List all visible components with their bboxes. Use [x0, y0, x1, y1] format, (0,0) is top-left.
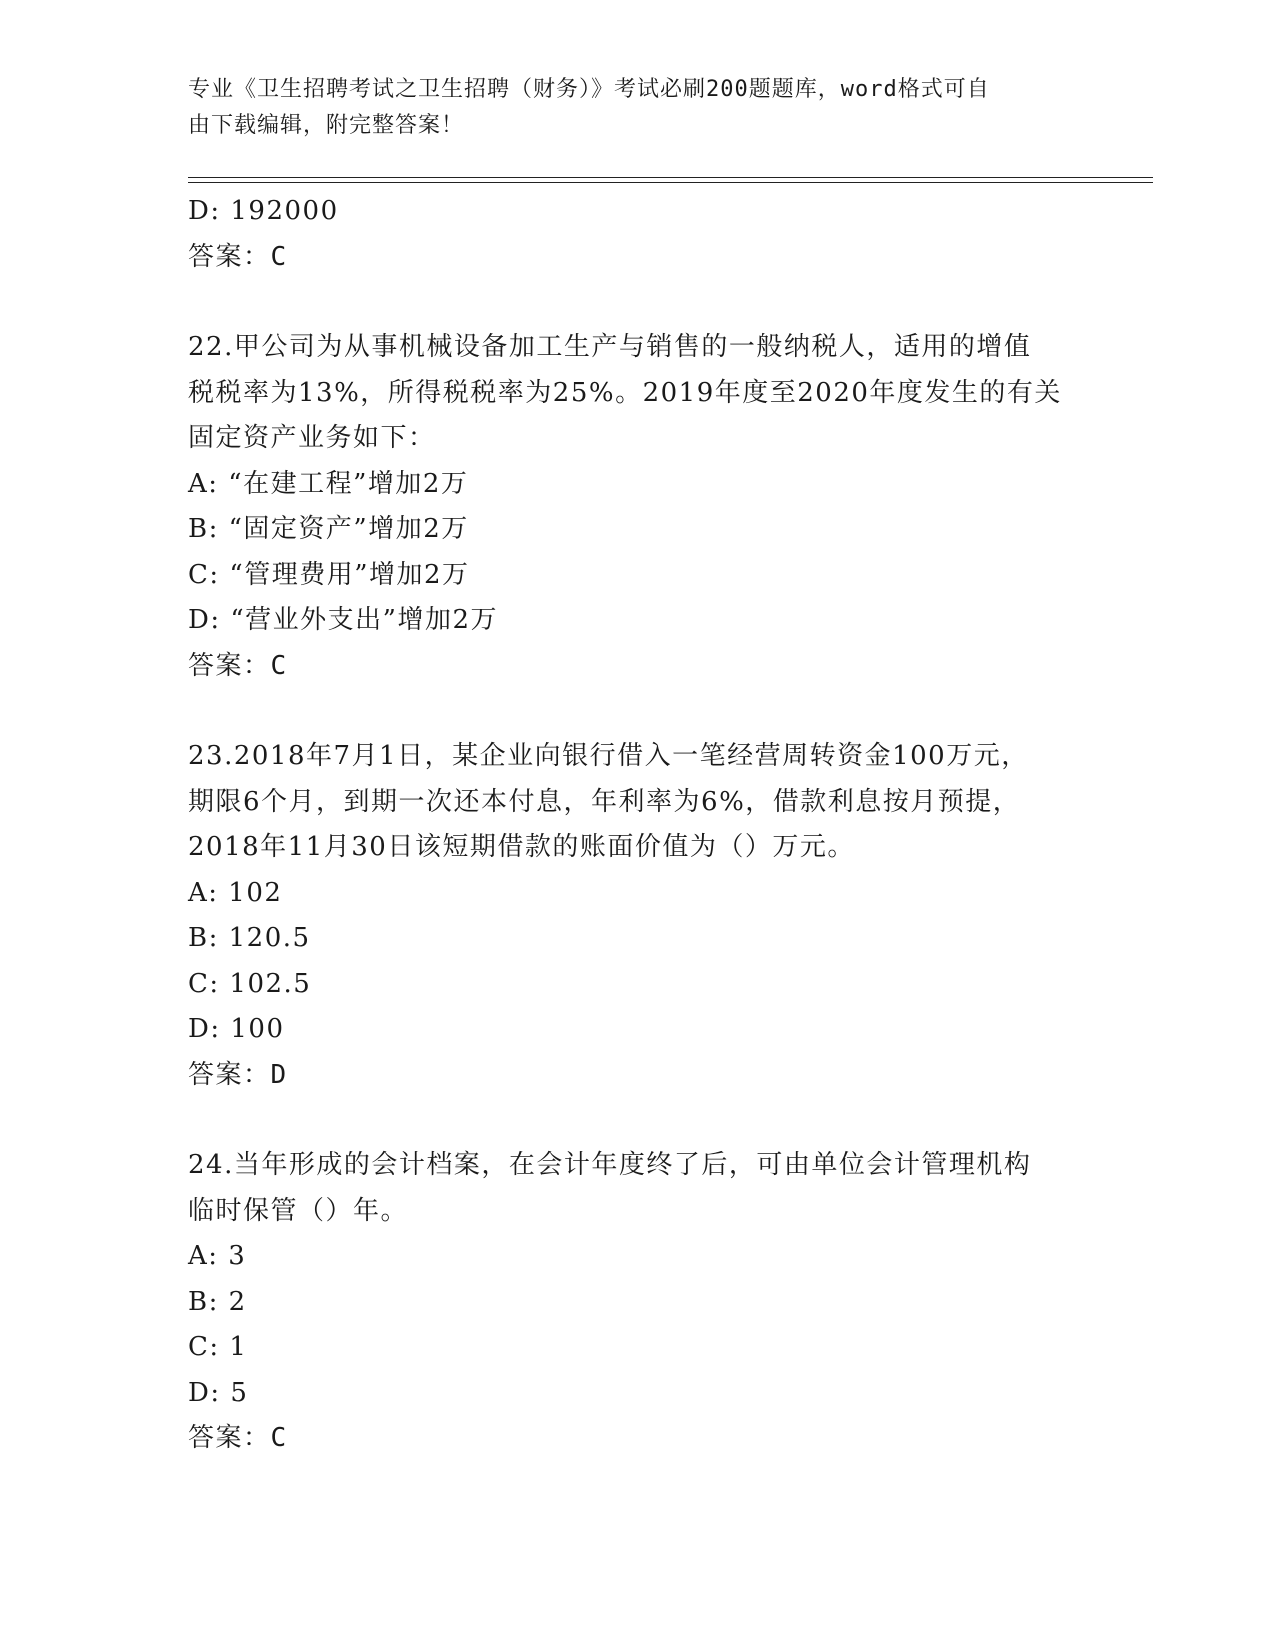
option-b: B: 2	[188, 1286, 247, 1317]
question-text-line: 税税率为13%，所得税税率为25%。2019年度至2020年度发生的有关	[188, 377, 1062, 408]
question-text	[188, 1143, 1078, 1234]
page-header	[188, 72, 1068, 144]
header-divider-top	[188, 177, 1153, 178]
question-text-line: 临时保管（）年。	[188, 1195, 409, 1226]
question-content	[188, 189, 1078, 1462]
answer: 答案：C	[188, 650, 288, 681]
question-text-line: 2018年11月30日该短期借款的账面价值为（）万元。	[188, 832, 855, 862]
spacer	[188, 1098, 1078, 1143]
question-24	[188, 1143, 1078, 1462]
spacer	[188, 689, 1078, 734]
question-text-line: 22.甲公司为从事机械设备加工生产与销售的一般纳税人，适用的增值	[188, 332, 1032, 362]
header-divider-bottom	[188, 182, 1153, 183]
option-d: D: 5	[188, 1377, 249, 1408]
option-d: D: “营业外支出”增加2万	[188, 605, 498, 635]
prev-option-d: D: 192000	[188, 196, 339, 226]
header-title-line-2: 由下载编辑，附完整答案！	[188, 113, 465, 138]
answer: 答案：C	[188, 1423, 288, 1453]
question-23	[188, 734, 1078, 1098]
question-text	[188, 325, 1078, 462]
question-22	[188, 325, 1078, 689]
spacer	[188, 280, 1078, 325]
option-b: B: 120.5	[188, 923, 311, 953]
option-b: B: “固定资产”增加2万	[188, 514, 469, 544]
option-c: C: 1	[188, 1332, 248, 1362]
question-text-line: 23.2018年7月1日，某企业向银行借入一笔经营周转资金100万元，	[188, 741, 1029, 771]
answer: 答案：D	[188, 1059, 288, 1090]
question-text-line: 期限6个月，到期一次还本付息，年利率为6%，借款利息按月预提，	[188, 786, 1021, 817]
option-a: A: 3	[188, 1241, 247, 1271]
question-text-line: 24.当年形成的会计档案，在会计年度终了后，可由单位会计管理机构	[188, 1150, 1032, 1180]
header-title-line-1: 专业《卫生招聘考试之卫生招聘（财务）》考试必刷200题题库，word格式可自	[188, 77, 990, 102]
option-a: A: 102	[188, 877, 283, 908]
option-c: C: 102.5	[188, 968, 312, 999]
option-a: A: “在建工程”增加2万	[188, 468, 469, 499]
option-d: D: 100	[188, 1014, 285, 1044]
prev-answer: 答案：C	[188, 241, 288, 272]
option-c: C: “管理费用”增加2万	[188, 559, 470, 590]
question-text	[188, 734, 1078, 871]
question-text-line: 固定资产业务如下：	[188, 423, 436, 453]
